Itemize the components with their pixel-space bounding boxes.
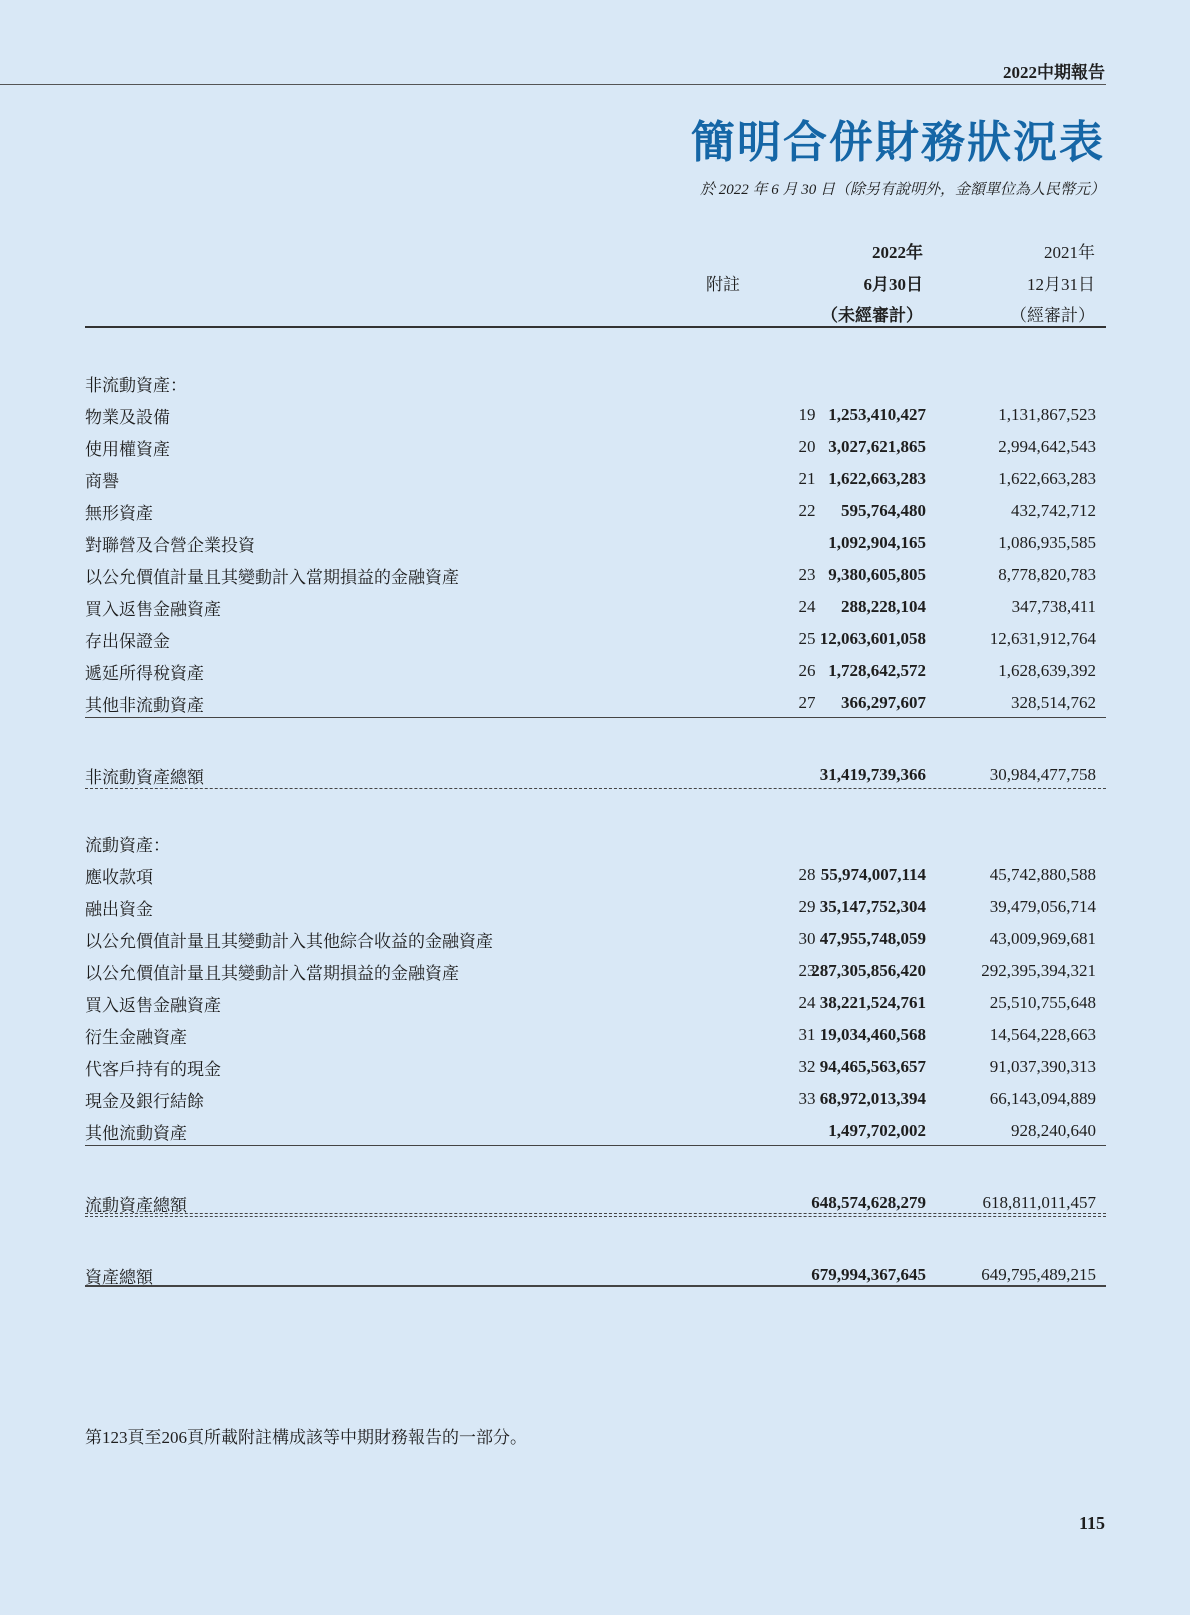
row-note: 23 <box>798 961 816 980</box>
row-label: 其他流動資產 <box>85 1124 187 1143</box>
column-header-2021-year: 2021年 <box>1044 243 1095 262</box>
row-value-2021: 66,143,094,889 <box>989 1089 1096 1108</box>
section-heading-non-current <box>85 368 1106 396</box>
row-value-2022: 1,253,410,427 <box>828 405 926 424</box>
row-value-2022: 68,972,013,394 <box>819 1089 926 1108</box>
column-header-2022-year: 2022年 <box>872 243 923 262</box>
row-label: 應收款項 <box>85 868 153 887</box>
top-rule <box>0 84 1106 85</box>
row-value-2021: 1,086,935,585 <box>998 533 1096 552</box>
table-row <box>85 560 1106 588</box>
column-header-2022-date: 6月30日 <box>863 275 923 294</box>
row-value-2022: 288,228,104 <box>841 597 926 616</box>
row-note: 24 <box>798 993 816 1012</box>
grand-total-value-2021: 649,795,489,215 <box>981 1265 1096 1284</box>
row-value-2021: 12,631,912,764 <box>989 629 1096 648</box>
total-row-non-current <box>85 760 1106 788</box>
table-row <box>85 528 1106 556</box>
row-label: 代客戶持有的現金 <box>85 1060 221 1079</box>
row-label: 其他非流動資產 <box>85 696 204 715</box>
row-value-2022: 94,465,563,657 <box>819 1057 926 1076</box>
grand-total-rule <box>85 1285 1106 1287</box>
row-label: 以公允價值計量且其變動計入其他綜合收益的金融資產 <box>85 932 493 951</box>
row-value-2022: 55,974,007,114 <box>820 865 926 884</box>
current-subtotal-rule <box>85 1145 1106 1146</box>
row-value-2021: 328,514,762 <box>1011 693 1096 712</box>
row-label: 衍生金融資產 <box>85 1028 187 1047</box>
section-heading-label: 流動資產： <box>85 836 170 855</box>
grand-total-label: 資產總額 <box>85 1268 153 1287</box>
total-label: 流動資產總額 <box>85 1196 187 1215</box>
total-value-2021: 618,811,011,457 <box>982 1193 1096 1212</box>
row-note: 28 <box>798 865 816 884</box>
row-value-2021: 91,037,390,313 <box>989 1057 1096 1076</box>
row-value-2021: 292,395,394,321 <box>981 961 1096 980</box>
row-value-2021: 43,009,969,681 <box>989 929 1096 948</box>
table-row <box>85 496 1106 524</box>
row-value-2021: 25,510,755,648 <box>989 993 1096 1012</box>
row-value-2022: 47,955,748,059 <box>819 929 926 948</box>
row-value-2021: 928,240,640 <box>1011 1121 1096 1140</box>
row-note: 33 <box>798 1089 816 1108</box>
row-note: 25 <box>798 629 816 648</box>
row-note: 26 <box>798 661 816 680</box>
row-label: 物業及設備 <box>85 408 170 427</box>
row-note: 20 <box>798 437 816 456</box>
row-value-2022: 1,728,642,572 <box>828 661 926 680</box>
row-value-2022: 35,147,752,304 <box>819 897 926 916</box>
row-note: 30 <box>798 929 816 948</box>
row-note: 23 <box>798 565 816 584</box>
row-label: 買入返售金融資產 <box>85 996 221 1015</box>
row-label: 以公允價值計量且其變動計入當期損益的金融資產 <box>85 964 459 983</box>
row-value-2022: 12,063,601,058 <box>819 629 926 648</box>
row-note: 32 <box>798 1057 816 1076</box>
table-row <box>85 1020 1106 1048</box>
table-row <box>85 892 1106 920</box>
row-value-2022: 366,297,607 <box>841 693 926 712</box>
report-label: 2022中期報告 <box>1003 63 1105 82</box>
total-value-2022: 648,574,628,279 <box>811 1193 926 1212</box>
row-value-2022: 19,034,460,568 <box>819 1025 926 1044</box>
header-rule <box>85 326 1106 328</box>
row-value-2022: 1,092,904,165 <box>828 533 926 552</box>
total-row-current <box>85 1188 1106 1216</box>
table-row <box>85 924 1106 952</box>
page-title: 簡明合併財務狀況表 <box>691 118 1105 167</box>
table-row <box>85 400 1106 428</box>
row-note: 31 <box>798 1025 816 1044</box>
row-note: 27 <box>798 693 816 712</box>
section-heading-current <box>85 828 1106 856</box>
row-note: 24 <box>798 597 816 616</box>
page-number: 115 <box>1078 1513 1105 1533</box>
row-value-2021: 1,622,663,283 <box>998 469 1096 488</box>
row-value-2022: 287,305,856,420 <box>811 961 926 980</box>
row-value-2022: 3,027,621,865 <box>828 437 926 456</box>
table-row <box>85 656 1106 684</box>
non-current-subtotal-rule <box>85 717 1106 718</box>
column-header-2022-status: （未經審計） <box>821 306 923 325</box>
grand-total-value-2022: 679,994,367,645 <box>811 1265 926 1284</box>
table-row <box>85 432 1106 460</box>
table-row <box>85 464 1106 492</box>
row-label: 商譽 <box>85 472 119 491</box>
row-note: 22 <box>798 501 816 520</box>
total-value-2021: 30,984,477,758 <box>989 765 1096 784</box>
table-row <box>85 592 1106 620</box>
row-note: 29 <box>798 897 816 916</box>
column-header-note: 附註 <box>706 275 740 294</box>
footnote: 第123頁至206頁所載附註構成該等中期財務報告的一部分。 <box>85 1428 527 1447</box>
row-value-2022: 595,764,480 <box>841 501 926 520</box>
row-label: 買入返售金融資產 <box>85 600 221 619</box>
table-row <box>85 860 1106 888</box>
row-value-2021: 2,994,642,543 <box>998 437 1096 456</box>
row-label: 存出保證金 <box>85 632 170 651</box>
total-value-2022: 31,419,739,366 <box>819 765 926 784</box>
table-row <box>85 1116 1106 1144</box>
row-label: 使用權資產 <box>85 440 170 459</box>
row-note: 21 <box>798 469 816 488</box>
row-value-2021: 1,131,867,523 <box>998 405 1096 424</box>
table-row <box>85 1052 1106 1080</box>
row-value-2022: 9,380,605,805 <box>828 565 926 584</box>
table-row <box>85 988 1106 1016</box>
table-row <box>85 956 1106 984</box>
table-row <box>85 624 1106 652</box>
page-subtitle: 於 2022 年 6 月 30 日（除另有說明外，金額單位為人民幣元） <box>699 182 1105 198</box>
row-value-2021: 432,742,712 <box>1011 501 1096 520</box>
current-total-rule-2 <box>85 1216 1106 1217</box>
row-label: 現金及銀行結餘 <box>85 1092 204 1111</box>
row-label: 以公允價值計量且其變動計入當期損益的金融資產 <box>85 568 459 587</box>
row-label: 融出資金 <box>85 900 153 919</box>
row-value-2021: 347,738,411 <box>1011 597 1096 616</box>
table-row <box>85 688 1106 716</box>
row-label: 遞延所得稅資產 <box>85 664 204 683</box>
row-value-2022: 1,497,702,002 <box>828 1121 926 1140</box>
section-heading-label: 非流動資產： <box>85 376 187 395</box>
row-label: 無形資產 <box>85 504 153 523</box>
non-current-total-rule <box>85 788 1106 789</box>
row-value-2021: 14,564,228,663 <box>989 1025 1096 1044</box>
row-value-2021: 39,479,056,714 <box>989 897 1096 916</box>
row-value-2022: 38,221,524,761 <box>819 993 926 1012</box>
row-label: 對聯營及合營企業投資 <box>85 536 255 555</box>
row-note: 19 <box>798 405 816 424</box>
current-total-rule-1 <box>85 1213 1106 1214</box>
row-value-2021: 45,742,880,588 <box>989 865 1096 884</box>
row-value-2022: 1,622,663,283 <box>828 469 926 488</box>
column-header-2021-status: （經審計） <box>1010 306 1095 325</box>
table-row <box>85 1084 1106 1112</box>
row-value-2021: 1,628,639,392 <box>998 661 1096 680</box>
total-label: 非流動資產總額 <box>85 768 204 787</box>
column-header-2021-date: 12月31日 <box>1027 275 1095 294</box>
grand-total-row <box>85 1260 1106 1288</box>
row-value-2021: 8,778,820,783 <box>998 565 1096 584</box>
